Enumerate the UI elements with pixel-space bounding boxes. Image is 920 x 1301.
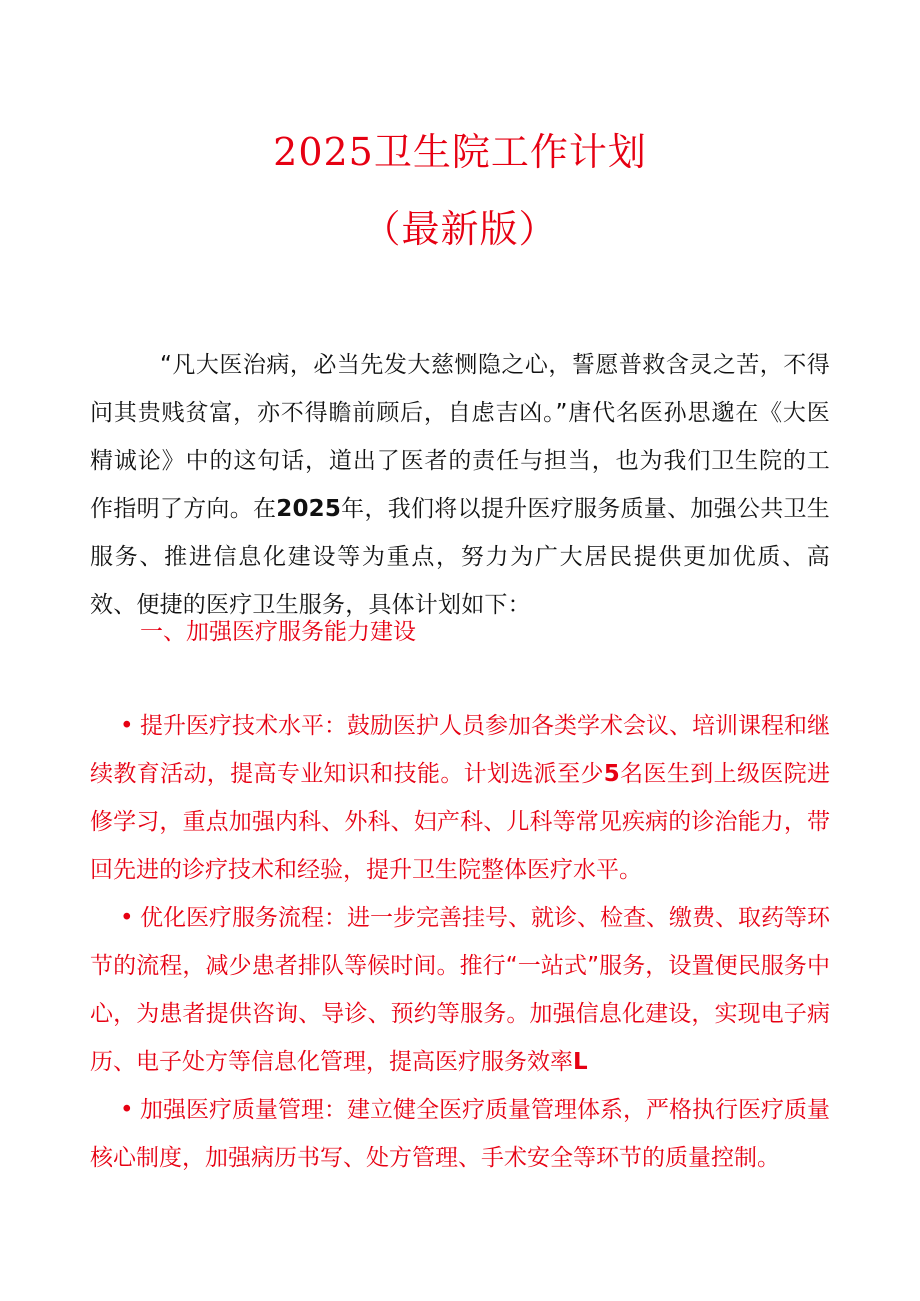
bullet-number: 5: [603, 761, 620, 787]
bullet-item-quality-management: • 加强医疗质量管理：建立健全医疗质量管理体系，严格执行医疗质量核心制度，加强病历书写、处方管理、手术安全等环节的质量控制。: [90, 1097, 830, 1171]
intro-text-part2: 年，我们将以提升医疗服务质量、加强公共卫生服务、推进信息化建设等为重点，努力为广大居民提供更加优质、高效、便捷的医疗卫生服务，具体计划如下：: [90, 496, 831, 618]
bullet-text-part2: 名医生到上级医院进修学习，重点加强内科、外科、妇产科、儿科等常见疾病的诊治能力，带回先进的诊疗技术和经验，提升卫生院整体医疗水平。: [90, 761, 831, 883]
intro-text-part1: “凡大医治病，必当先发大慈恻隐之心，誓愿普救含灵之苦，不得问其贵贱贫富，亦不得瞻前顾后，自虑吉凶。”唐代名医孙思邈在《大医精诚论》中的这句话，道出了医者的责任与担当，也为我们卫生院的工作指明了方向。在: [90, 352, 830, 522]
bullet-text-part1: 加强医疗质量管理：建立健全医疗质量管理体系，严格执行医疗质量核心制度，加强病历书写、处方管理、手术安全等环节的质量控制。: [90, 1097, 830, 1171]
document-title: 2025卫生院工作计划: [273, 130, 647, 174]
bullet-item-service-flow: • 优化医疗服务流程：进一步完善挂号、就诊、检查、缴费、取药等环节的流程，减少患者排队等候时间。推行“一站式”服务，设置便民服务中心，为患者提供咨询、导诊、预约等服务。加强信息化建设，实现电子病历、电子处方等信息化管理，提高医疗服务效率L: [90, 905, 830, 1075]
bullet-text-part1: 提升医疗技术水平：鼓励医护人员参加各类学术会议、培训课程和继续教育活动，提高专业知识和技能。计划选派至少: [90, 713, 830, 787]
intro-year: 2025: [276, 496, 342, 522]
document-subtitle: （最新版）: [362, 207, 558, 251]
bullet-trailing-mark: L: [573, 1049, 588, 1075]
bullet-text-part1: 优化医疗服务流程：进一步完善挂号、就诊、检查、缴费、取药等环节的流程，减少患者排队等候时间。推行“一站式”服务，设置便民服务中心，为患者提供咨询、导诊、预约等服务。加强信息化建设，实现电子病历、电子处方等信息化管理，提高医疗服务效率: [90, 905, 830, 1075]
bullet-list: [90, 702, 830, 1182]
bullet-item-medical-tech: • 提升医疗技术水平：鼓励医护人员参加各类学术会议、培训课程和继续教育活动，提高专业知识和技能。计划选派至少5名医生到上级医院进修学习，重点加强内科、外科、妇产科、儿科等常见疾病的诊治能力，带回先进的诊疗技术和经验，提升卫生院整体医疗水平。: [90, 713, 831, 883]
section-heading: 一、加强医疗服务能力建设: [140, 619, 416, 645]
intro-paragraph: [90, 341, 830, 629]
